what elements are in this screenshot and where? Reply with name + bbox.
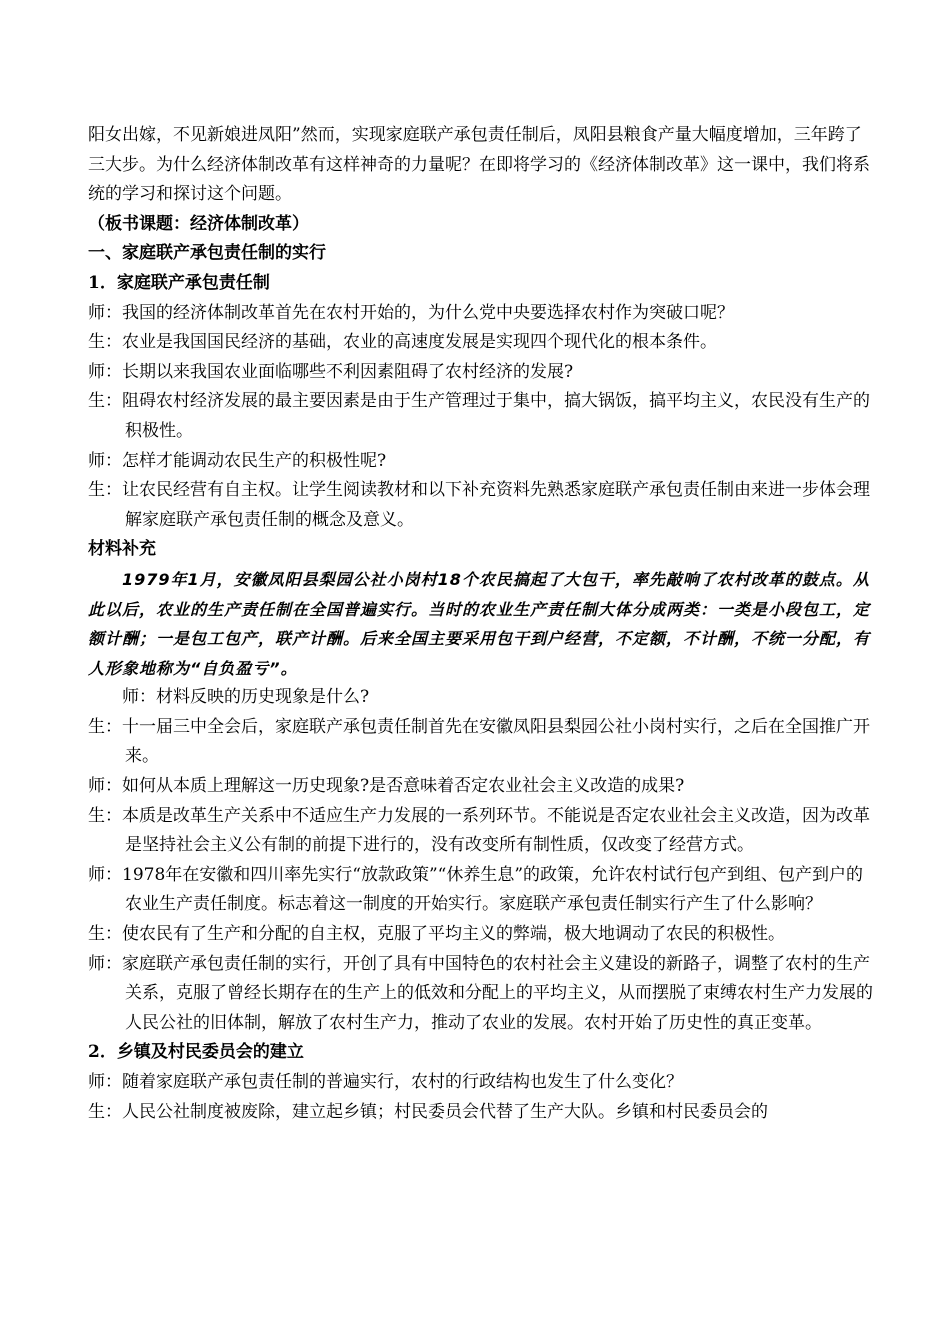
dialog-line: 师：我国的经济体制改革首先在农村开始的，为什么党中央要选择农村作为突破口呢？ xyxy=(88,302,734,323)
dialog-line: 生：让农民经营有自主权。让学生阅读教材和以下补充资料先熟悉家庭联产承包责任制由来进一步体会理解家庭联产承包责任制的概念及意义。 xyxy=(88,480,870,530)
board-title: （板书课题：经济体制改革） xyxy=(88,213,309,234)
dialog-line: 师：随着家庭联产承包责任制的普遍实行，农村的行政结构也发生了什么变化？ xyxy=(88,1072,683,1092)
subsection-heading-1: 1．家庭联产承包责任制 xyxy=(88,272,270,293)
section-heading-1: 一、家庭联产承包责任制的实行 xyxy=(88,243,326,264)
dialog-line: 生：使农民有了生产和分配的自主权，克服了平均主义的弊端，极大地调动了农民的积极性。 xyxy=(88,924,785,945)
dialog-line: 生：本质是改革生产关系中不适应生产力发展的一系列环节。不能说是否定农业社会主义改造，因为改革是坚持社会主义公有制的前提下进行的，没有改变所有制性质，仅改变了经营方式。 xyxy=(88,805,870,856)
material-heading: 材料补充 xyxy=(88,539,156,560)
intro-paragraph: 阳女出嫁，不见新娘进凤阳”然而，实现家庭联产承包责任制后，凤阳县粮食产量大幅度增加，三年跨了三大步。为什么经济体制改革有这样神奇的力量呢？在即将学习的《经济体制改革》这一课中，我们将系统的学习和探讨这个问题。 xyxy=(88,125,870,205)
dialog-line: 师：1978年在安徽和四川率先实行“放款政策”“休养生息”的政策，允许农村试行包产到组、包产到户的农业生产责任制度。标志着这一制度的开始实行。家庭联产承包责任制实行产生了什么影响？ xyxy=(88,864,864,915)
subsection-heading-2: 2．乡镇及村民委员会的建立 xyxy=(88,1042,304,1063)
dialog-line: 师：如何从本质上理解这一历史现象?是否意味着否定农业社会主义改造的成果? xyxy=(88,776,685,797)
dialog-line: 师：长期以来我国农业面临哪些不利因素阻碍了农村经济的发展? xyxy=(88,361,574,382)
dialog-line: 师：怎样才能调动农民生产的积极性呢? xyxy=(88,450,387,471)
teacher-question: 师：材料反映的历史现象是什么? xyxy=(122,687,370,708)
material-text: 1979年1月，安徽凤阳县梨园公社小岗村18个农民搞起了大包干，率先敲响了农村改革的鼓点。从此以后，农业的生产责任制在全国普遍实行。当时的农业生产责任制大体分成两类：一类是小段包工，定额计酬；一是包工包产，联产计酬。后来全国主要采用包干到户经营，不定额，不计酬，不统一分配，有人形象地称为“自负盈亏”。 xyxy=(88,569,871,678)
dialog-line: 师：家庭联产承包责任制的实行，开创了具有中国特色的农村社会主义建设的新路子，调整了农村的生产关系，克服了曾经长期存在的生产上的低效和分配上的平均主义，从而摆脱了束缚农村生产力发展的人民公社的旧体制，解放了农村生产力，推动了农业的发展。农村开始了历史性的真正变革。 xyxy=(88,953,873,1033)
dialog-line: 生：人民公社制度被废除，建立起乡镇；村民委员会代替了生产大队。乡镇和村民委员会的 xyxy=(88,1101,768,1122)
document-body xyxy=(88,121,878,1127)
dialog-line: 生：阻碍农村经济发展的最主要因素是由于生产管理过于集中，搞大锅饭，搞平均主义，农民没有生产的积极性。 xyxy=(88,391,870,441)
dialog-line: 生：十一届三中全会后，家庭联产承包责任制首先在安徽凤阳县梨园公社小岗村实行，之后在全国推广开来。 xyxy=(88,716,870,767)
dialog-line: 生：农业是我国国民经济的基础，农业的高速度发展是实现四个现代化的根本条件。 xyxy=(88,332,717,353)
